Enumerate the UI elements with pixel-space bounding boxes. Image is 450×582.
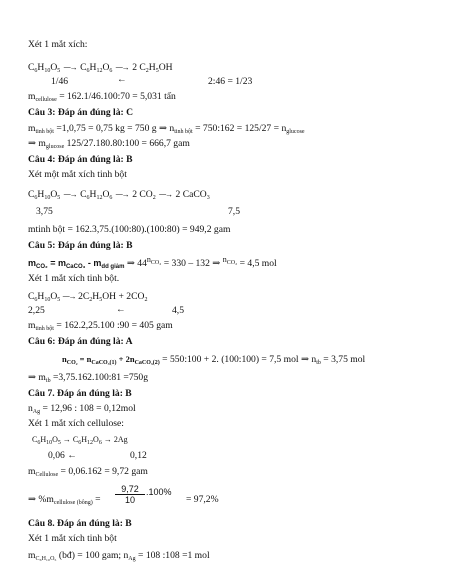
reaction-scheme: $C_6H_{10}O_5$ ⎯⎯→ $2C_2H_5OH + 2CO_2$ <box>28 291 148 303</box>
text-line: ⇒ $m_{glucose}$ 125/27.180.80:100 = 666,7 gam <box>28 138 190 150</box>
text-line: ⇒ $m_{tb}$ =3,75.162.100:81 =750g <box>28 372 149 384</box>
fraction-numerator: 9,72 <box>115 485 145 495</box>
reaction-scheme: $C_6H_{10}O_5$ ⎯⎯→ $C_6H_{12}O_6$ ⎯⎯→ 2 $CO_2$ ⎯⎯→ 2 CaCO$_3$ <box>28 189 210 201</box>
mole-value: 4,5 <box>172 305 184 316</box>
mole-value: 0,06 ← <box>48 450 77 461</box>
left-arrow-icon: ← <box>117 74 127 85</box>
arrow-icon: ⎯⎯→ <box>114 190 129 199</box>
text-line: $m_{C_6H_{10}O_5}$ (bđ) = 100 gam; $n_{Ag} = 108$ :108 =1 mol <box>28 550 210 562</box>
answer-heading: Câu 3: Đáp án đúng là: C <box>28 107 134 118</box>
text-line: $m_{tinh bột} = 162.2,25.100$ :90 = 405 gam <box>28 320 173 332</box>
arrow-icon: ⎯⎯→ <box>62 63 77 72</box>
text-line: Xét 1 mắt xích tinh bột <box>28 533 117 544</box>
reaction-scheme: $C_6H_{10}O_5$ ⎯⎯→ $C_6H_{12}O_6$ ⎯⎯→ 2 $C_2H_5OH$ <box>28 62 173 74</box>
answer-heading: Câu 5: Đáp án đúng là: B <box>28 240 133 251</box>
text-line: Xét 1 mắt xích: <box>28 39 88 50</box>
answer-heading: Câu 4: Đáp án đúng là: B <box>28 154 133 165</box>
equation-line: $n_{CO_2} = n_{CaCO_3(1)} + 2n_{CaCO_3(2)}$ = 550:100 + 2. (100:100) = 7,5 mol ⇒ $n_{tb} = 3,75$ mol <box>62 354 366 366</box>
left-arrow-icon: ← <box>116 304 126 315</box>
formula: $m_{CO_2} = m_{CaCO_3} - m_{dd giảm}$ <box>28 258 125 270</box>
formula: $n_{CO_2} = n_{CaCO_3(1)} + 2n_{CaCO_3(2)}$ <box>62 354 160 366</box>
reaction-scheme: $C_6H_{10}O_5 \to C_6H_{12}O_6 \to 2Ag$ <box>32 435 128 446</box>
text-line: $m_{cellulose}$ = 162.1/46.100:70 = 5,031 tấn <box>28 91 176 103</box>
text-line: $n_{Ag} = 12,96$ : 108 = 0,12mol <box>28 403 136 415</box>
mole-value: 0,12 <box>130 450 147 461</box>
answer-heading: Câu 6: Đáp án đúng là: A <box>28 336 133 347</box>
answer-heading: Câu 8. Đáp án đúng là: B <box>28 518 132 529</box>
arrow-icon: ⎯⎯→ <box>62 190 77 199</box>
mole-value: 2,25 <box>28 305 45 316</box>
answer-heading: Câu 7. Đáp án đúng là: B <box>28 388 132 399</box>
mole-value: 2:46 = 1/23 <box>208 76 253 87</box>
fraction-denominator: 10 <box>124 495 135 505</box>
mole-value: 1/46 <box>51 76 69 87</box>
mole-value: 3,75 <box>36 206 53 217</box>
arrow-icon: ⎯⎯→ <box>158 190 173 199</box>
text-line: $m_{tinh bột} =1,0,75 = 0,75$ kg = 750 g ⇒ $n_{tinh bột}$ = 750:162 = $125/27 = n_{glucose}$ <box>28 123 305 135</box>
text-line: Xét 1 mắt xích tinh bột. <box>28 273 120 284</box>
mole-value: 7,5 <box>228 206 240 217</box>
text-line: $m_{Cellulose} = 0,06.162 = 9,72$ gam <box>28 466 148 478</box>
arrow-icon: ⎯⎯→ <box>114 63 129 72</box>
text-line: mtinh bột = 162.3,75.(100:80).(100:80) = 949,2 gam <box>28 224 231 235</box>
text-line: Xét 1 mắt xích cellulose: <box>28 418 124 429</box>
text-line: Xét một mắt xích tinh bột <box>28 169 127 180</box>
equation-line: $m_{CO_2} = m_{CaCO_3} - m_{dd giảm}$ ⇒ $44^{n_{CO_2}} = 330 - 132$ ⇒ $^{n_{CO_2}}$ = 4,5 mol <box>28 255 277 270</box>
